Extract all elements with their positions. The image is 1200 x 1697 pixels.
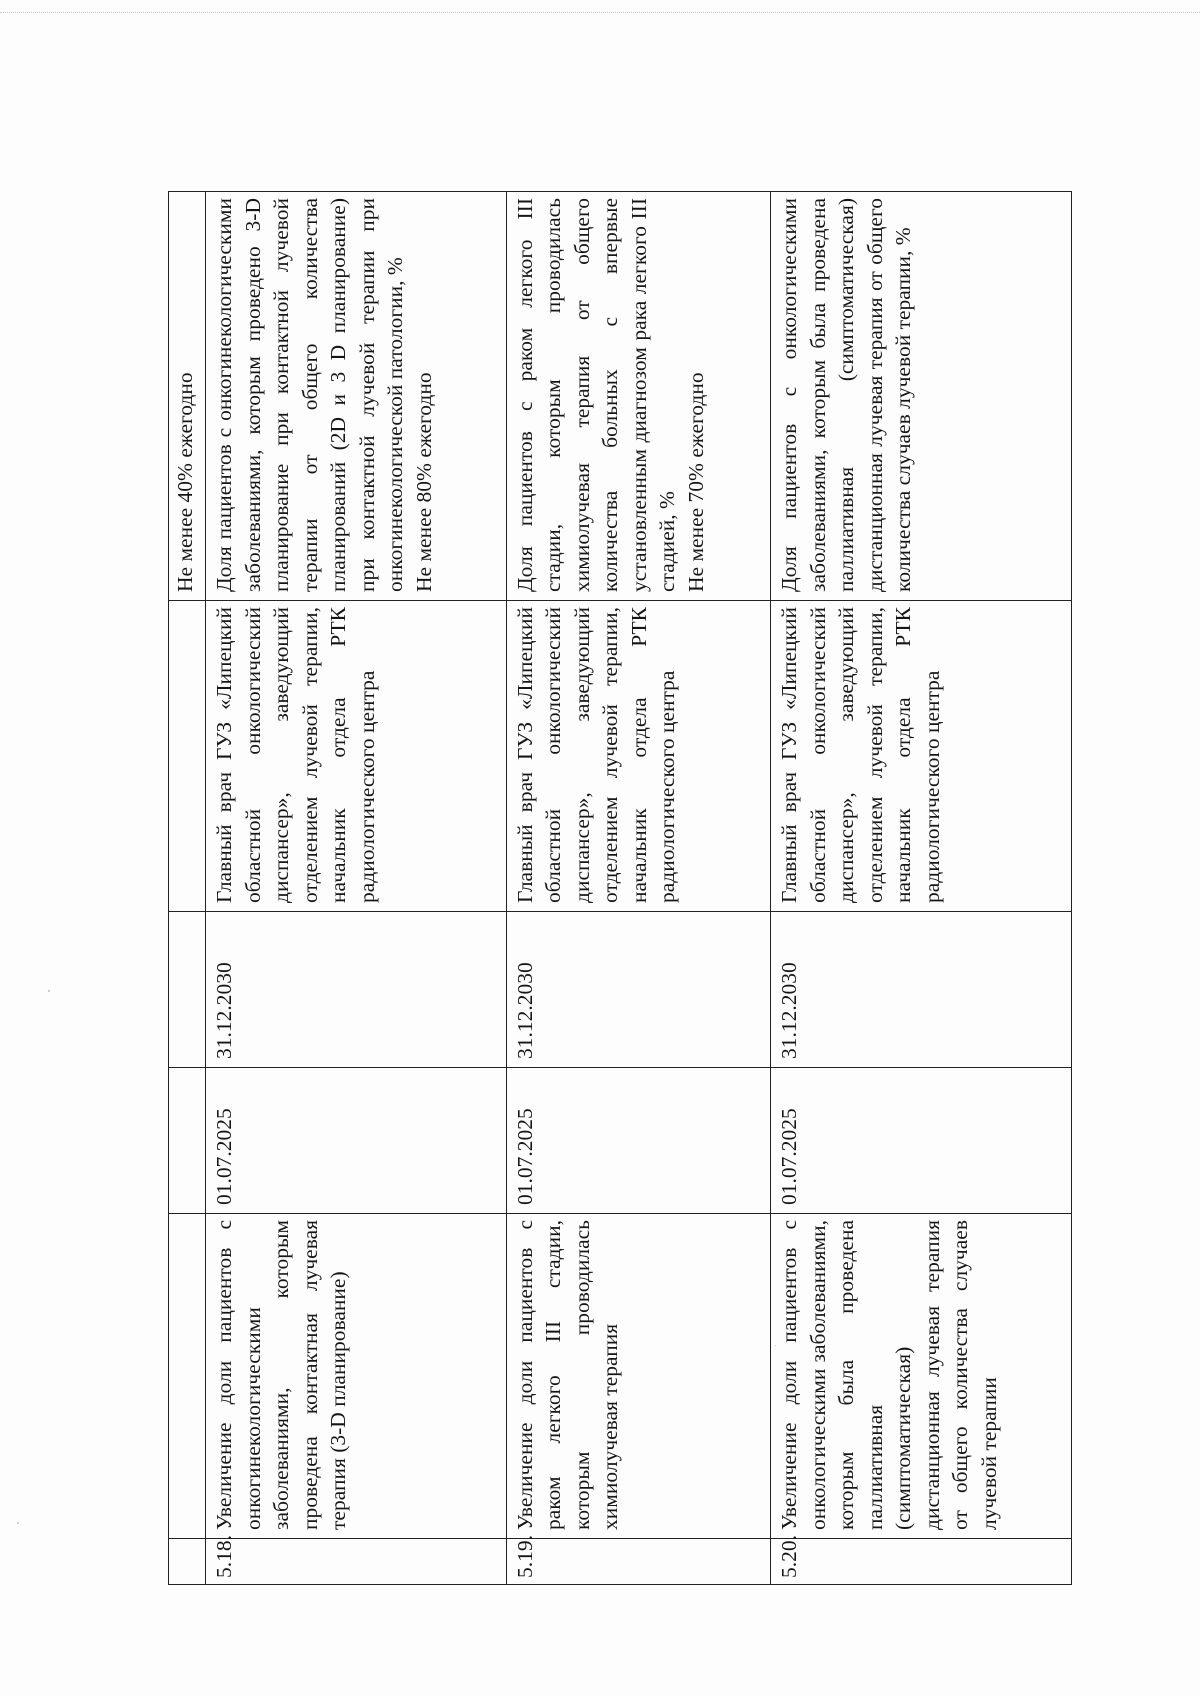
table-row: [206, 192, 507, 1585]
header-cell-event: [169, 1214, 206, 1539]
end-date: 31.12.2030: [506, 912, 770, 1068]
event-description: Увеличение доли пациентов с раком легкого III стадии, которым проводилась химиолучевая терапия: [506, 1214, 770, 1539]
table-header-row: [169, 192, 206, 1585]
header-cell-responsible: [169, 601, 206, 912]
end-date: 31.12.2030: [771, 912, 1072, 1068]
end-date: 31.12.2030: [206, 912, 507, 1068]
scan-speck: [48, 990, 50, 992]
event-description: Увеличение доли пациентов с онкогинекологическими заболеваниями, которым проведена контактная лучевая терапия (3-D планирование): [206, 1214, 507, 1539]
indicator-cell: [771, 192, 1072, 601]
target-value: Не менее 80% ежегодно: [411, 372, 436, 592]
indicator-text: Доля пациентов с онкологическими заболеваниями, которым была проведена паллиативная (симптоматическая) дистанционная лучевая терапия от общего количества случаев лучевой терапии, %: [777, 198, 916, 592]
event-description: Увеличение доли пациентов с онкологическими заболеваниями, которым была проведена паллиативная (симптоматическая) дистанционная лучевая терапия от общего количества случаев лучевой терапии: [771, 1214, 1072, 1539]
measures-table: [168, 191, 1072, 1585]
indicator-cell: [506, 192, 770, 601]
target-value: Не менее 70% ежегодно: [683, 372, 708, 592]
responsible-persons: Главный врач ГУЗ «Липецкий областной онкологический диспансер», заведующий отделением лучевой терапии, начальник отдела РТК радиологического центра: [206, 601, 507, 912]
header-cell-start: [169, 1068, 206, 1214]
row-number: 5.19.: [506, 1539, 770, 1585]
header-cell-target: Не менее 40% ежегодно: [169, 192, 206, 601]
table-row: [506, 192, 770, 1585]
indicator-cell: [206, 192, 507, 601]
start-date: 01.07.2025: [771, 1068, 1072, 1214]
responsible-persons: Главный врач ГУЗ «Липецкий областной онкологический диспансер», заведующий отделением лучевой терапии, начальник отдела РТК радиологического центра: [506, 601, 770, 912]
indicator-text: Доля пациентов с раком легкого III стадии, которым проводилась химиолучевая терапия от общего количества больных с впервые установленным диагнозом рака легкого III стадией, %: [512, 198, 680, 592]
scan-speck: [17, 1522, 19, 1524]
start-date: 01.07.2025: [506, 1068, 770, 1214]
header-cell-end: [169, 912, 206, 1068]
table-row: [771, 192, 1072, 1585]
responsible-persons: Главный врач ГУЗ «Липецкий областной онкологический диспансер», заведующий отделением лучевой терапии, начальник отдела РТК радиологического центра: [771, 601, 1072, 912]
start-date: 01.07.2025: [206, 1068, 507, 1214]
scan-edge-line: [0, 12, 1200, 13]
rotated-page: [168, 192, 1072, 1585]
header-cell-number: [169, 1539, 206, 1585]
row-number: 5.18.: [206, 1539, 507, 1585]
indicator-text: Доля пациентов с онкогинекологическими заболеваниями, которым проведено 3-D планирование при контактной лучевой терапии от общего количества планирований (2D и 3 D планирование) при контактной лучевой терапии при онкогинекологической патологии, %: [212, 198, 407, 592]
row-number: 5.20.: [771, 1539, 1072, 1585]
